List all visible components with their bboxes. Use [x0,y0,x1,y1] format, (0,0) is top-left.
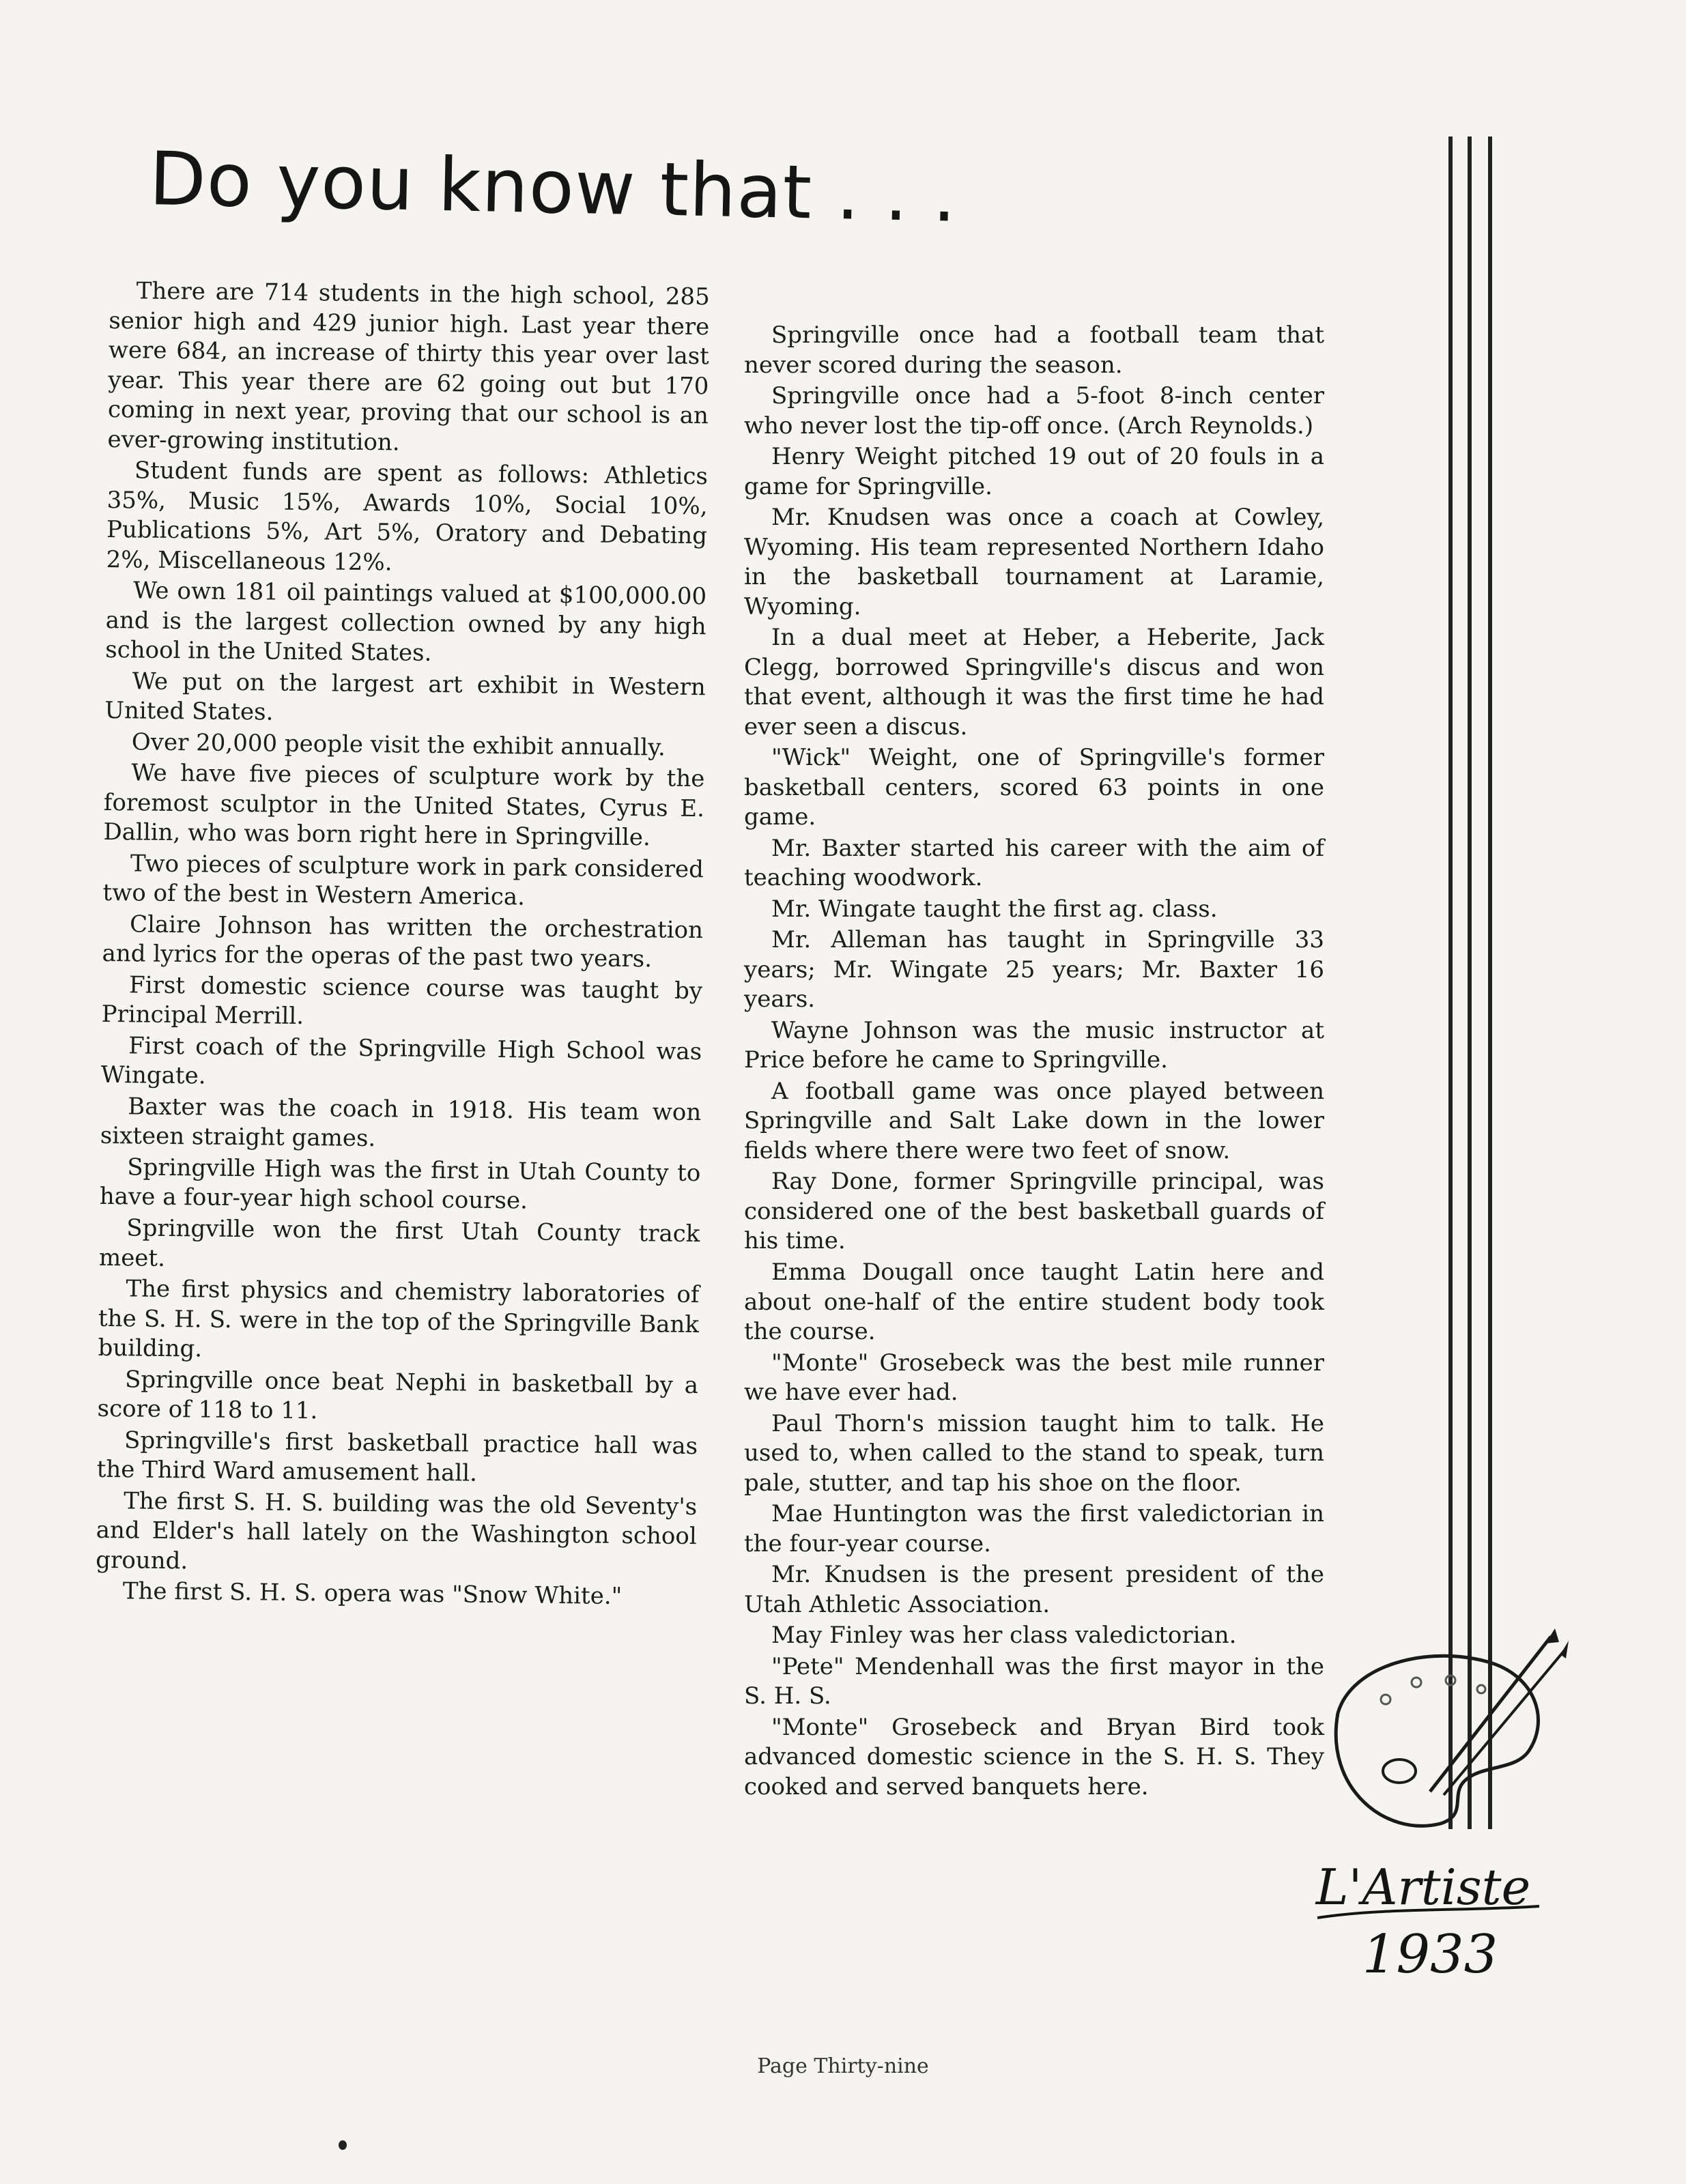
page-title: Do you know that . . . [148,136,958,239]
lartiste-1933-logo [1300,1853,1560,1989]
fact-paragraph: Mr. Knudsen is the present president of the Utah Athletic Association. [744,1561,1324,1618]
fact-paragraph: We have five pieces of sculpture work by the foremost sculptor in the United States, Cyrus E. Dallin, who was born right here in Springville. [103,759,705,852]
fact-paragraph: Mr. Alleman has taught in Springville 33 years; Mr. Wingate 25 years; Mr. Baxter 16 years. [744,926,1324,1014]
fact-paragraph: Paul Thorn's mission taught him to talk. He used to, when called to the stand to speak, turn pale, stutter, and tap his shoe on the floor. [744,1409,1324,1497]
fact-paragraph: We put on the largest art exhibit in Western United States. [104,667,706,726]
fact-paragraph: Baxter was the coach in 1918. His team won sixteen straight games. [100,1093,702,1153]
fact-paragraph: Springville once had a football team that never scored during the season. [744,321,1324,379]
fact-paragraph: Over 20,000 people visit the exhibit annually. [131,728,666,762]
yearbook-name: L'Artiste [1315,1858,1531,1916]
ink-spot [339,2140,347,2150]
right-column [744,321,1324,1803]
decorative-rule [1488,136,1492,1829]
fact-paragraph: Ray Done, former Springville principal, was considered one of the best basketball guards of his time. [744,1168,1324,1255]
decorative-rule [1448,136,1453,1829]
fact-paragraph: Mr. Baxter started his career with the aim of teaching woodwork. [744,834,1324,892]
fact-paragraph: A football game was once played between Springville and Salt Lake down in the lower fields where there were two feet of snow. [744,1077,1324,1164]
fact-paragraph: The first physics and chemistry laboratories of the S. H. S. were in the top of the Springville Bank building. [98,1275,700,1363]
fact-paragraph: Springville High was the first in Utah County to have a four-year high school course. [99,1153,701,1215]
fact-paragraph: The first S. H. S. building was the old Seventy's and Elder's hall lately on the Washington school ground. [96,1486,698,1575]
fact-paragraph: Springville once beat Nephi in basketball by a score of 118 to 11. [97,1365,699,1425]
fact-paragraph: May Finley was her class valedictorian. [771,1622,1237,1650]
fact-paragraph: Emma Dougall once taught Latin here and about one-half of the entire student body took the course. [744,1258,1324,1346]
fact-paragraph: "Monte" Grosebeck was the best mile runner we have ever had. [744,1349,1324,1407]
fact-paragraph: There are 714 students in the high school, 285 senior high and 429 junior high. Last year there were 684, an increase of thirty this year over last year. This year there are 62 going out but 170 coming in next year, proving that our school is an ever-growing institution. [107,277,710,457]
fact-paragraph: "Pete" Mendenhall was the first mayor in the S. H. S. [744,1652,1324,1710]
page-number: Page Thirty-nine [757,2054,929,2078]
fact-paragraph: Springville once had a 5-foot 8-inch center who never lost the tip-off once. (Arch Reynolds.) [744,382,1324,440]
fact-paragraph: Mr. Knudsen was once a coach at Cowley, Wyoming. His team represented Northern Idaho in the basketball tournament at Laramie, Wyoming. [744,504,1324,620]
fact-paragraph: Springville won the first Utah County track meet. [98,1214,700,1272]
fact-paragraph: First domestic science course was taught by Principal Merrill. [101,971,703,1031]
fact-paragraph: In a dual meet at Heber, a Heberite, Jack Clegg, borrowed Springville's discus and won that event, although it was the first time he had ever seen a discus. [744,624,1324,741]
fact-paragraph: Two pieces of sculpture work in park considered two of the best in Western America. [102,850,704,911]
fact-paragraph: "Monte" Grosebeck and Bryan Bird took advanced domestic science in the S. H. S. They cooked and served banquets here. [744,1713,1324,1800]
fact-paragraph: We own 181 oil paintings valued at $100,000.00 and is the largest collection owned by any high school in the United States. [105,577,707,667]
left-column [96,276,710,1614]
fact-paragraph: Mae Huntington was the first valedictorian in the four-year course. [744,1500,1324,1557]
fact-paragraph: "Wick" Weight, one of Springville's former basketball centers, scored 63 points in one game. [744,744,1324,831]
fact-paragraph: Student funds are spent as follows: Athletics 35%, Music 15%, Awards 10%, Social 10%, Publications 5%, Art 5%, Oratory and Debating 2%, Miscellaneous 12%. [106,457,709,577]
fact-paragraph: Wayne Johnson was the music instructor at Price before he came to Springville. [744,1016,1324,1074]
yearbook-year: 1933 [1362,1924,1498,1985]
fact-paragraph: Claire Johnson has written the orchestration and lyrics for the operas of the past two years. [102,910,704,973]
fact-paragraph: Henry Weight pitched 19 out of 20 fouls in a game for Springville. [744,443,1324,500]
decorative-rule [1468,136,1472,1829]
fact-paragraph: The first S. H. S. opera was "Snow White." [122,1577,623,1611]
fact-paragraph: Springville's first basketball practice hall was the Third Ward amusement hall. [96,1426,698,1487]
artist-palette-icon [1311,1624,1570,1836]
fact-paragraph: Mr. Wingate taught the first ag. class. [771,895,1218,923]
fact-paragraph: First coach of the Springville High School was Wingate. [100,1032,702,1090]
